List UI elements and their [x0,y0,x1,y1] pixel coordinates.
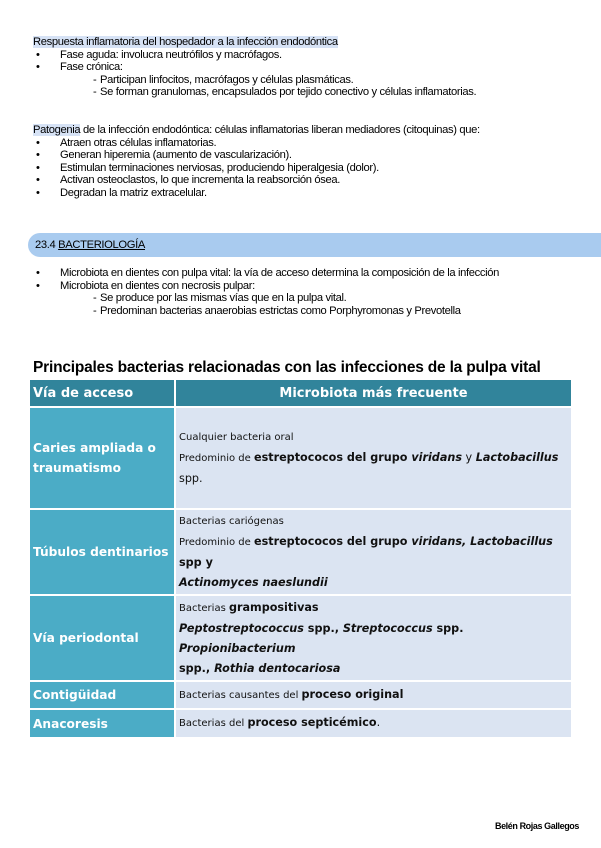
section-number: 23.4 [35,239,59,251]
table-header-row [30,380,571,407]
host-response-list [33,49,573,99]
microbiota-cell: Bacterias cariógenas Predominio de estreptococos del grupo viridans, Lactobacillus spp y Actinomyces naeslundii [175,509,571,595]
table-title: Principales bacterias relacionadas con las infecciones de la pulpa vital [33,359,541,376]
microbiota-cell: Bacterias causantes del proceso original [175,681,571,709]
microbiota-cell: Cualquier bacteria oral Predominio de estreptococos del grupo viridans y Lactobacillus spp. [175,407,571,509]
list-item: - Se produce por las mismas vías que en la pulpa vital. [60,292,573,305]
pathogenesis-title: Patogenia [33,124,81,136]
table-row [30,407,571,509]
route-cell: Anacoresis [30,709,175,737]
bacteria-table [30,380,571,737]
bacteriology-section [33,267,573,317]
route-cell: Contigüidad [30,681,175,709]
list-item: - Participan linfocitos, macrófagos y células plasmáticas. [60,74,573,87]
section-title: BACTERIOLOGÍA [58,239,145,251]
pathogenesis-intro: Patogenia de la infección endodóntica: células inflamatorias liberan mediadores (citoquinas) que: [33,124,480,136]
list-item: • Fase crónica: - Participan linfocitos, macrófagos y células plasmáticas. - Se forman granulomas, encapsulados por tejido conectivo y células inflamatorias. [33,61,573,99]
host-response-title: Respuesta inflamatoria del hospedador a la infección endodóntica [33,36,338,48]
table-row [30,709,571,737]
author-signature: Belén Rojas Gallegos [494,821,579,831]
list-item: - Predominan bacterias anaerobias estrictas como Porphyromonas y Prevotella [60,305,573,318]
list-item: • Activan osteoclastos, lo que incrementa la reabsorción ósea. [33,174,573,187]
list-item: • Microbiota en dientes con necrosis pulpar: - Se produce por las mismas vías que en la pulpa vital. - Predominan bacterias anaerobias estrictas como Porphyromonas y Prevotella [33,280,573,318]
list-item: • Estimulan terminaciones nerviosas, produciendo hiperalgesia (dolor). [33,162,573,175]
list-item: • Generan hiperemia (aumento de vascularización). [33,149,573,162]
table-row [30,509,571,595]
necrosis-sublist [60,292,573,317]
section-heading [35,239,145,252]
bacteriology-list [33,267,573,317]
route-cell: Vía periodontal [30,595,175,681]
table-row [30,681,571,709]
list-item: • Atraen otras células inflamatorias. [33,137,573,150]
microbiota-cell: Bacterias del proceso septicémico. [175,709,571,737]
route-cell: Túbulos dentinarios [30,509,175,595]
microbiota-cell: Bacterias grampositivas Peptostreptococcus spp., Streptococcus spp. Propionibacterium spp., Rothia dentocariosa [175,595,571,681]
list-item: • Microbiota en dientes con pulpa vital: la vía de acceso determina la composición de la infección [33,267,573,280]
host-response-section [33,36,573,99]
table-row [30,595,571,681]
pathogenesis-section [33,124,573,199]
list-item: - Se forman granulomas, encapsulados por tejido conectivo y células inflamatorias. [60,86,573,99]
pathogenesis-list [33,137,573,200]
header-route: Vía de acceso [30,380,175,407]
list-item: • Degradan la matriz extracelular. [33,187,573,200]
chronic-sublist [60,74,573,99]
route-cell: Caries ampliada o traumatismo [30,407,175,509]
header-microbiota: Microbiota más frecuente [175,380,571,407]
section-header-bar [28,233,601,257]
list-item: • Fase aguda: involucra neutrófilos y macrófagos. [33,49,573,62]
